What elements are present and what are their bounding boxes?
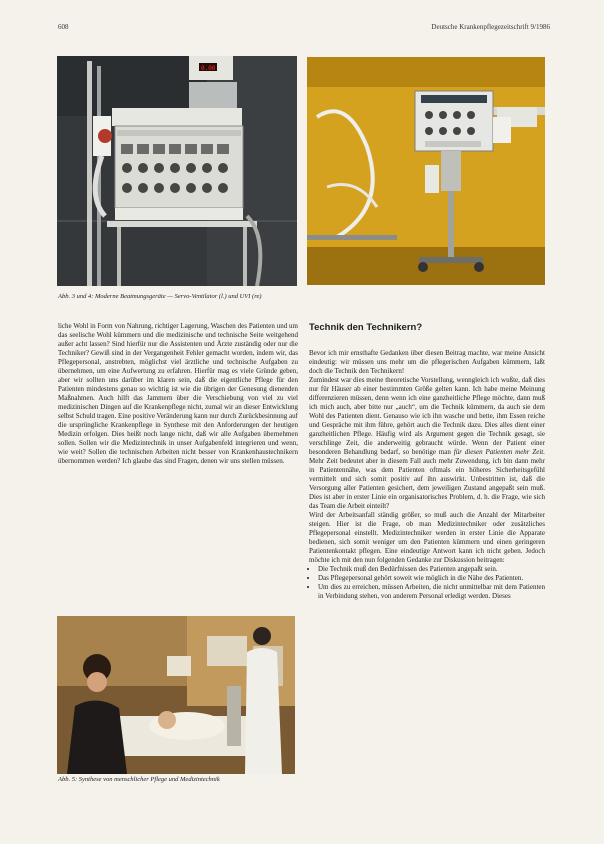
top-figure-caption: Abb. 3 und 4: Moderne Beatmungsgeräte — Servo-Ventilator (l.) und UVI (re)	[58, 293, 262, 300]
bullet-item: • Das Pflegepersonal gehört soweit wie möglich in die Nähe des Patienten.	[318, 574, 545, 583]
right-column-text	[309, 349, 545, 601]
svg-text:0.00: 0.00	[201, 65, 216, 72]
paragraph-2-emphasis: für diesen Patienten mehr Zeit.	[453, 448, 546, 456]
journal-title: Deutsche Krankenpflegezeitschrift 9/1986	[431, 23, 550, 31]
left-column-text	[58, 322, 298, 466]
paragraph-2-text-end: Mehr Zeit bedeutet aber in diesem Fall auch mehr Zuwendung, ich bin dann mehr in Patientennähe, was dem Patienten oftmals ein höheres Sicherheitsgefühl vermittelt und sich somit positiv auf ihn auswirkt. Unbestritten ist, daß die Versorgung aller Patienten gesichert, dem jeweiligen Zustand angepaßt sein muß. Dies ist aber in erster Linie ein organisatorisches Problem, d. h. die Frage, wie sich das Team die Arbeit einteilt?	[309, 457, 545, 510]
photo-servo-ventilator	[57, 56, 297, 286]
bullet-item: • Um dies zu erreichen, müssen Arbeiten, die nicht unmittelbar mit dem Patienten in Verbindung stehen, von anderem Personal erledigt werden. Dieses	[318, 583, 545, 601]
page-number: 608	[58, 23, 69, 31]
right-paragraph-3: Wird der Arbeitsanfall ständig größer, so muß auch die Anzahl der Mitarbeiter steigen. Hier ist die Frage, ob man Medizintechniker oder zusätzliches Pflegepersonal einstellt. Medizintechniker werden in erster Linie die Apparate bedienen, sich somit weniger um den Patienten kümmern und einen geringeren Patientenkontakt pflegen. Eine eindeutige Antwort kann ich nicht geben. Jedoch möchte ich mit den nun folgenden Gedanke zur Diskussion beitragen:	[309, 511, 545, 564]
photo-uvi-ventilator	[307, 57, 545, 285]
photo-care-synthesis	[57, 616, 295, 774]
right-paragraph-2	[309, 376, 545, 511]
bullet-item: • Die Technik muß den Bedürfnissen des Patienten angepaßt sein.	[318, 565, 545, 574]
right-paragraph-1: Bevor ich mir ernsthafte Gedanken über diesen Beitrag machte, war meine Ansicht eindeutig: wir müssen uns mehr um die pflegerischen Aufgaben kümmern, laßt doch die Technik den Technikern!	[309, 349, 545, 375]
paragraph-2-text-start: Zumindest war dies meine theoretische Vorstellung, wenngleich ich wußte, daß dies nur für Häuser ab einer bestimmten Größe gelten kann. Ich habe meine Meinung differenzieren müssen, denn wenn ich eine ganzheitliche Pflege möchte, dann muß ich mich auch, aber bitte nur „auch“, um die Technik kümmern, da auch sie dem Wohl des Patienten dient. Genauso wie ich ihn wasche und bette, ihm Essen reiche und Gespräche mit ihm führe, gehört auch die Technik dazu. Dies alles dient einer ganzheitlichen Pflege. Häufig wird als Argument gegen die Technik gesagt, sie verschlinge Zeit, die anderweitig gebraucht würde. Wenn der Patient einer besonderen Behandlung bedarf, so benötige man	[309, 376, 545, 456]
left-paragraph: liche Wohl in Form von Nahrung, richtiger Lagerung, Waschen des Patienten und um das seelische Wohl kümmern und die medizinische und technische Seite weitgehend außer acht lassen? Sind hierfür nur die Assistenten und Ärzte zuständig oder nur die Techniker? Gewiß sind in der Vergangenheit Fehler gemacht worden, indem wir, das Pflegepersonal, anstrebten, möglichst viel ärztliche und technische Aufgaben zu übernehmen, um eine Aufwertung zu erfahren. Hierfür mag es viele Gründe geben, aber wir sollten uns darüber im klaren sein, daß die eigentliche Pflege für den Patienten mindestens genau so wichtig ist wie die übrigen der Genesung dienenden Maßnahmen. Auch hilft das Jammern über die Verschiebung von viel zu viel medizinischen Dingen auf die Krankenpflege nicht, zumal wir an dieser Entwicklung selbst Schuld tragen. Eine positive Veränderung kann nur durch Zurückbesinnung auf die ursprüngliche Krankenpflege in Synthese mit den Anforderungen der heutigen Medizin erfolgen. Dies heißt noch lange nicht, daß wir alle Aufgaben übernehmen sollen. Sollen wir die Medizintechnik in unser Aufgabenfeld integrieren und wenn, wie weit? Sollen die technischen Arbeiten nicht besser von Krankenhaustechnikern übernommen werden? Ich glaube das sind Fragen, denen wir uns stellen müssen.	[58, 322, 298, 465]
section-heading: Technik den Technikern?	[309, 322, 423, 333]
bullet-list	[309, 565, 545, 601]
bottom-figure-caption: Abb. 5: Synthese von menschlicher Pflege und Medizintechnik	[58, 776, 220, 783]
